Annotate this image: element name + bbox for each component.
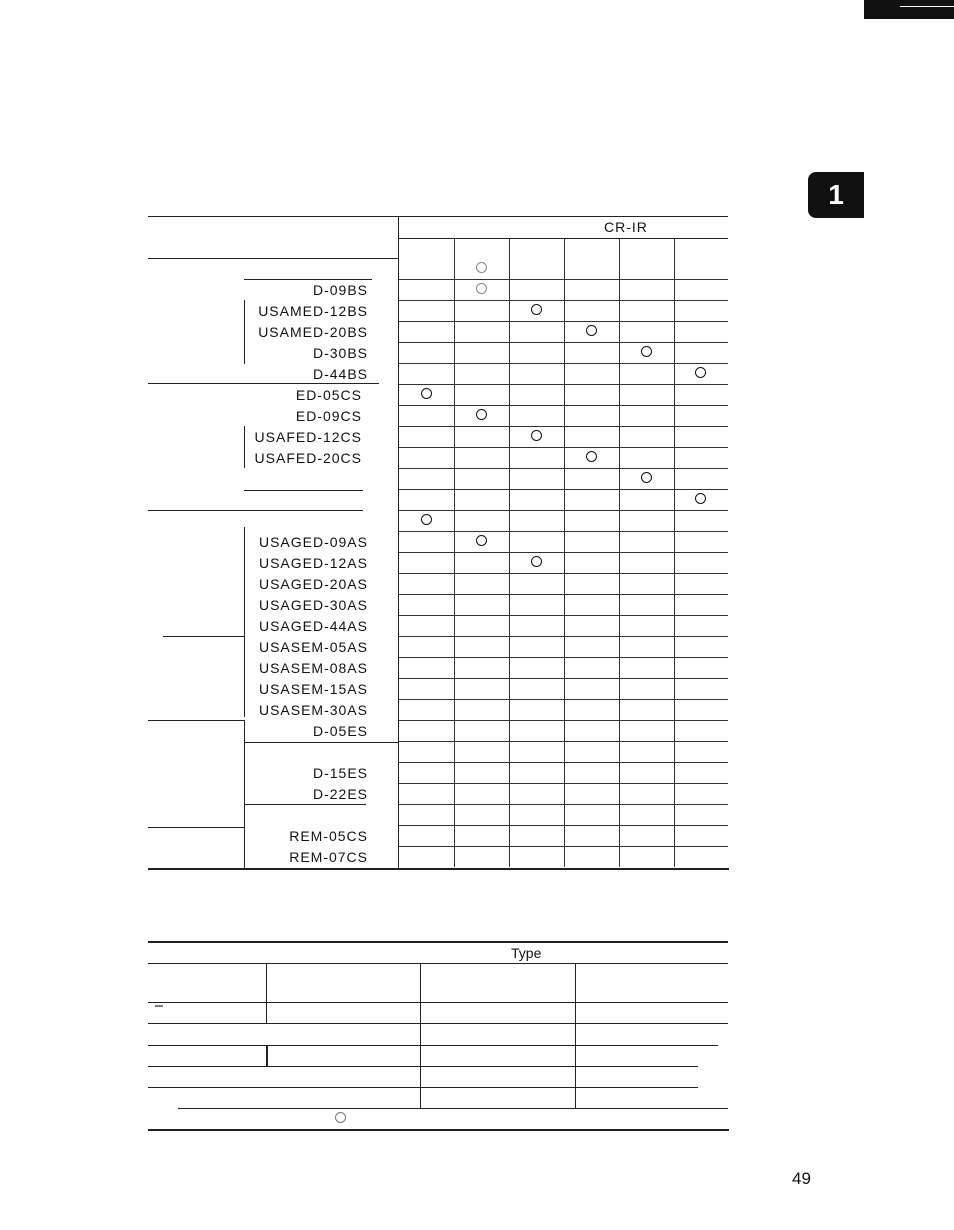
grid-row-line	[399, 489, 728, 490]
model-rule	[244, 490, 363, 491]
model-label: D-30BS	[312, 345, 368, 361]
chapter-badge-label: 1	[828, 179, 844, 210]
model-label: D-22ES	[312, 786, 368, 802]
compatibility-mark	[641, 472, 652, 483]
model-label: USASEM-08AS	[258, 660, 368, 676]
grid-row-line	[399, 573, 728, 574]
table2-col-line	[266, 1045, 268, 1066]
table1-top-rule	[148, 216, 728, 217]
grid-row-line	[399, 300, 728, 301]
grid-row-line	[399, 468, 728, 469]
compatibility-mark	[586, 451, 597, 462]
page-number: 49	[792, 1169, 811, 1188]
section-rule	[148, 510, 363, 511]
table2-col-line	[420, 963, 421, 1108]
table2-rule	[178, 1108, 728, 1109]
model-label: USAFED-20CS	[254, 450, 362, 466]
table2-col-line	[266, 963, 267, 1023]
grid-row-line	[399, 321, 728, 322]
compatibility-mark	[531, 304, 542, 315]
model-label: D-15ES	[312, 765, 368, 781]
grid-row-line	[399, 825, 728, 826]
grid-row-line	[399, 783, 728, 784]
model-label: D-44BS	[312, 366, 368, 382]
table1-divider	[398, 216, 399, 868]
corner-bar	[864, 0, 954, 19]
compatibility-mark	[586, 325, 597, 336]
model-rule	[244, 279, 372, 280]
table2-rule	[148, 1002, 728, 1003]
grid-row-line	[399, 699, 728, 700]
table2-rule	[148, 1066, 698, 1067]
compatibility-mark	[335, 1112, 346, 1123]
table2-top-rule	[148, 941, 728, 943]
grid-row-line	[399, 804, 728, 805]
compatibility-mark	[695, 367, 706, 378]
table2-rule	[148, 1045, 718, 1046]
grid-row-line	[399, 615, 728, 616]
compatibility-mark	[641, 346, 652, 357]
section-rule	[163, 636, 245, 637]
model-label: USAFED-12CS	[254, 429, 362, 445]
model-label: USASEM-05AS	[258, 639, 368, 655]
grid-row-line	[399, 762, 728, 763]
table2-rule	[148, 1087, 698, 1088]
model-label: ED-09CS	[295, 408, 362, 424]
chapter-badge	[808, 172, 864, 218]
model-label: USAGED-12AS	[258, 555, 368, 571]
speck	[155, 1005, 163, 1007]
model-label: USAGED-44AS	[258, 618, 368, 634]
table2-rule	[148, 1023, 728, 1024]
model-label: USASEM-15AS	[258, 681, 368, 697]
grid-row-line	[399, 594, 728, 595]
section-rule	[148, 720, 245, 721]
grid-row-line	[399, 384, 728, 385]
model-label: USAGED-20AS	[258, 576, 368, 592]
compatibility-mark	[421, 514, 432, 525]
grid-row-line	[399, 363, 728, 364]
type-header: Type	[511, 945, 542, 961]
compatibility-mark	[695, 493, 706, 504]
model-label: USASEM-30AS	[258, 702, 368, 718]
model-rule	[244, 804, 366, 805]
compatibility-mark	[531, 430, 542, 441]
compatibility-mark	[476, 535, 487, 546]
table2-rule	[148, 963, 728, 964]
model-label: USAMED-20BS	[258, 324, 368, 340]
compatibility-mark	[476, 283, 487, 294]
compatibility-mark	[476, 409, 487, 420]
grid-row-line	[399, 636, 728, 637]
model-rule	[244, 742, 398, 743]
grid-row-line	[399, 552, 728, 553]
grid-row-line	[399, 510, 728, 511]
model-label: REM-05CS	[289, 828, 368, 844]
grid-row-line	[399, 405, 728, 406]
grid-row-line	[399, 846, 728, 847]
grid-row-line	[399, 741, 728, 742]
compatibility-mark	[531, 556, 542, 567]
model-label: REM-07CS	[289, 849, 368, 865]
model-label: USAGED-09AS	[258, 534, 368, 550]
table2-col-line	[575, 963, 576, 1108]
model-label: D-05ES	[312, 723, 368, 739]
table1-bottom-rule	[148, 868, 729, 870]
grid-row-line	[399, 678, 728, 679]
table2-bottom-rule	[148, 1129, 729, 1131]
model-label: D-09BS	[312, 282, 368, 298]
compatibility-mark	[476, 262, 487, 273]
corner-bar-stripe	[900, 6, 954, 7]
grid-row-line	[399, 657, 728, 658]
section-rule	[148, 383, 379, 384]
section-rule	[148, 258, 399, 259]
grid-row-line	[399, 342, 728, 343]
grid-row-line	[399, 447, 728, 448]
model-label: USAMED-12BS	[258, 303, 368, 319]
model-label: ED-05CS	[295, 387, 362, 403]
grid-row-line	[399, 720, 728, 721]
grid-row-line	[399, 531, 728, 532]
group-header-cr-ir: CR-IR	[604, 219, 648, 235]
grid-row-line	[399, 426, 728, 427]
grid-row-line	[399, 279, 728, 280]
compatibility-mark	[421, 388, 432, 399]
model-label: USAGED-30AS	[258, 597, 368, 613]
